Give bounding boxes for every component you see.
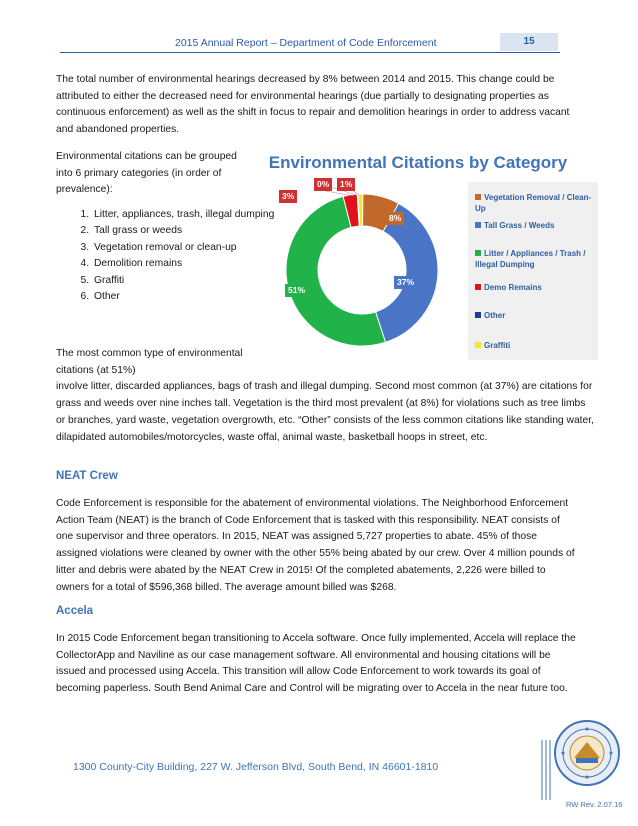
legend-swatch [475, 312, 481, 318]
legend-label: Other [484, 311, 506, 320]
footer-address: 1300 County-City Building, 227 W. Jefferson Blvd, South Bend, IN 46601-1810 [73, 761, 439, 773]
legend-item [475, 248, 595, 270]
report-header-title: 2015 Annual Report – Department of Code Enforcement [175, 37, 437, 49]
legend-swatch [475, 342, 481, 348]
page-number-badge: 15 [500, 33, 558, 51]
revision-note: RW Rev. 2.07.16 [566, 800, 623, 809]
list-item: 1. Litter, appliances, trash, illegal dumping [92, 207, 292, 223]
list-item: 2. Tall grass or weeds [92, 223, 292, 239]
legend-item [475, 220, 595, 231]
legend-item [475, 282, 595, 293]
data-label: 3% [279, 190, 297, 203]
donut-chart [268, 150, 468, 364]
chart-title: Environmental Citations by Category [268, 153, 568, 172]
legend-swatch [475, 250, 481, 256]
legend-label: Litter / Appliances / Trash / Illegal Dumping [475, 249, 586, 269]
legend-label: Graffiti [484, 341, 511, 350]
list-item: 6. Other [92, 289, 292, 305]
data-label: 51% [285, 284, 308, 297]
legend-swatch [475, 284, 481, 290]
legend-label: Demo Remains [484, 283, 542, 292]
accela-heading: Accela [56, 605, 94, 617]
legend-item [475, 340, 595, 351]
city-seal-icon [552, 718, 622, 788]
list-item: 3. Vegetation removal or clean-up [92, 240, 292, 256]
legend-label: Vegetation Removal / Clean-Up [475, 193, 592, 213]
prevalence-intro: Environmental citations can be grouped into 6 primary categories (in order of prevalence): [56, 151, 237, 196]
header-divider [60, 52, 560, 53]
most-common-detail: involve litter, discarded appliances, bags of trash and illegal dumping. Second most common (at 37%) are citations for grass and weeds over nine inches tall. Vegetation is the third most prevalent (at 8%) for violations such as tree limbs or branches, yard waste, vegetation overgrowth, etc. “Other” consists of the less common citations like standing water, dilapidated automobiles/motorcycles, waste offal, animal waste, basketball hoops in street, etc. [56, 381, 594, 443]
legend-label: Tall Grass / Weeds [484, 221, 555, 230]
accela-paragraph: In 2015 Code Enforcement began transitioning to Accela software. Once fully implemented, Accela will replace the CollectorApp and Naviline as our case management software. All environmental and housing citations will be issued and processed using Accela. This transition will allow Code Enforcement to work towards its goal of becoming paperless. South Bend Animal Care and Control will be migrating over to Accela in the near future too. [56, 633, 576, 695]
chart-legend [468, 182, 598, 360]
legend-item [475, 310, 595, 321]
neat-heading: NEAT Crew [56, 470, 118, 482]
data-label: 0% [314, 178, 332, 191]
prevalence-list [56, 207, 292, 305]
data-label: 8% [386, 212, 404, 225]
most-common-lead: The most common type of environmental citations (at 51%) [56, 348, 243, 376]
neat-paragraph: Code Enforcement is responsible for the abatement of environmental violations. The Neighborhood Enforcement Action Team (NEAT) is the branch of Code Enforcement that is tasked with this responsibility. NEAT consists of one supervisor and three operators. In 2015, NEAT was assigned 5,727 properties to abate. 45% of those assigned violations were cleaned by owner with the other 55% being abated by our crew. Over 4 million pounds of litter and debris were abated by the NEAT Crew in 2015! Of the completed abatements, 2,226 were billed to owners for a total of $596,368 billed. The average amount billed was $268. [56, 498, 575, 593]
legend-swatch [475, 194, 481, 200]
intro-paragraph: The total number of environmental hearings decreased by 8% between 2014 and 2015. This change could be attributed to either the decreased need for environmental hearings (due partially to designating properties as continuous enforcement) as well as the shift in focus to repair and demolition hearings in order to address vacant and abandoned properties. [56, 74, 570, 136]
list-item: 5. Graffiti [92, 273, 292, 289]
legend-swatch [475, 222, 481, 228]
data-label: 1% [337, 178, 355, 191]
citations-chart [268, 150, 604, 364]
legend-item [475, 192, 595, 214]
data-label: 37% [394, 276, 417, 289]
list-item: 4. Demolition remains [92, 256, 292, 272]
